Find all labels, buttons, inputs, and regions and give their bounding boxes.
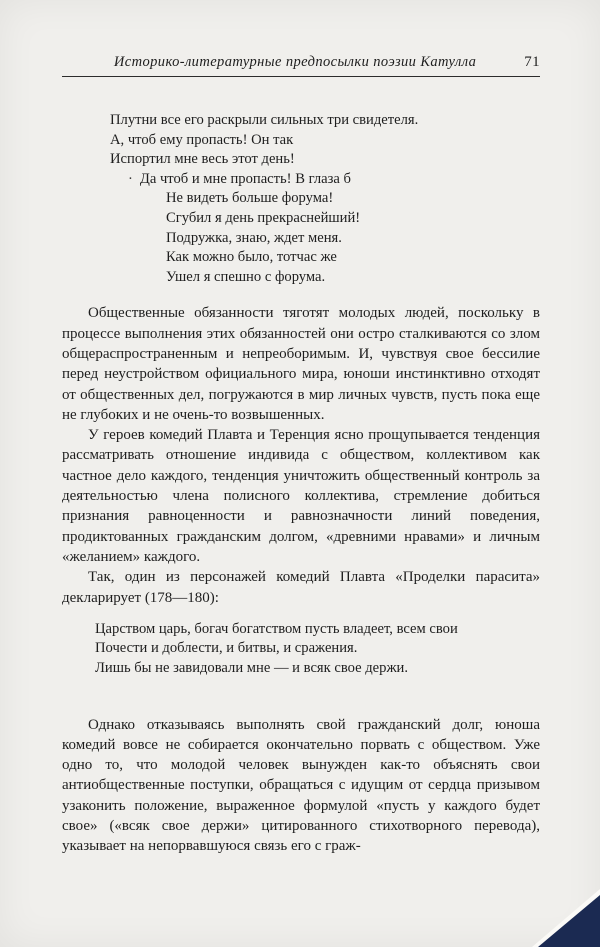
running-title: Историко-литературные предпосылки поэзии Катулла xyxy=(113,54,477,70)
verse-quote-block-1 xyxy=(110,111,540,287)
page-number: 71 xyxy=(524,54,540,70)
verse-line: Царством царь, богач богатством пусть владеет, всем свои xyxy=(95,620,458,637)
paragraph: У героев комедий Плавта и Теренция ясно прощупывается тенденция рассматривать отношение индивида с обществом, коллективом как частное дело каждого, тенденция уничтожить общественный контроль за деятельностью члена полисного коллектива, стремление добиться признания равноценности и равнозначности линий поведения, продиктованных гражданским долгом, «древними нравами» и личным «желанием» каждого. xyxy=(62,427,540,565)
paragraph: Так, один из персонажей комедий Плавта «Проделки парасита» декларирует (178—180): xyxy=(62,569,540,606)
verse-line: Плутни все его раскрыли сильных три свидетеля. xyxy=(110,112,419,128)
verse-line: Сгубил я день прекраснейший! xyxy=(166,209,361,226)
verse-line: Ушел я спешно с форума. xyxy=(166,268,326,285)
paragraph: Общественные обязанности тяготят молодых людей, поскольку в процессе выполнения этих обязанностей они остро сталкиваются со злом общераспространенным и непреоборимым. И, чувствуя свое бессилие перед неустройством официального мира, юноши инстинктивно отходят от общественных дел, погружаются в мир личных чувств, пусть пока еще не глубоких и не очень-то возвышенных. xyxy=(62,305,540,423)
verse-line: А, чтоб ему пропасть! Он так xyxy=(110,131,294,148)
header-rule xyxy=(62,76,540,77)
verse-line: Не видеть больше форума! xyxy=(166,190,334,207)
verse-line: Лишь бы не завидовали мне — и всяк свое держи. xyxy=(95,659,408,676)
verse-line: Почести и доблести, и битвы, и сражения. xyxy=(95,640,358,657)
verse-line: Подружка, знаю, ждет меня. xyxy=(166,229,342,246)
paragraph: Однако отказываясь выполнять свой гражданский долг, юноша комедий вовсе не собирается окончательно порвать с обществом. Уже одно то, что молодой человек вынужден как-то объяснять свои антиобщественные поступки, обращаться с идущим от сердца призывом узаконить положение, выраженное формулой «пусть у каждого будет свое» («всяк свое держи» цитированного стихотворного перевода), указывает на непорвавшуюся связь его с граж- xyxy=(62,716,540,855)
verse-line: Как можно было, тотчас же xyxy=(166,249,337,266)
verse-line: Испортил мне весь этот день! xyxy=(110,151,295,168)
running-header xyxy=(62,54,540,71)
verse-line: · Да чтоб и мне пропасть! В глаза б xyxy=(128,170,540,190)
verse-quote-block-2 xyxy=(95,620,540,679)
text-block xyxy=(62,54,540,857)
